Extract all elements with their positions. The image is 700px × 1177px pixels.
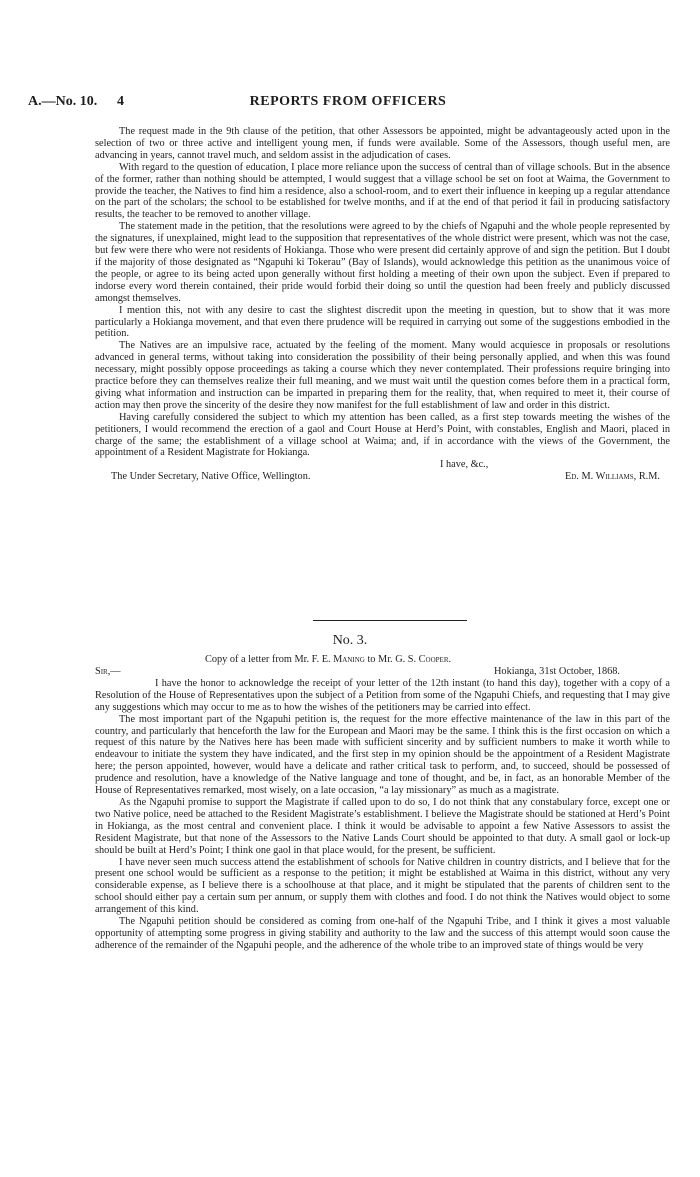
signature: Ed. M. Williams, R.M. (564, 471, 660, 483)
paragraph: The request made in the 9th clause of the petition, that other Assessors be appointed, might be advantageously acted upon in the selection of two or three active and intelligent young men, if funds were available. Some of the Assessors, though useful men, are advancing in years, cannot travel much, and seldom assist in the adjudication of cases. (95, 126, 670, 161)
dateline: Hokianga, 31st October, 1868. (494, 665, 620, 677)
paragraph: I have the honor to acknowledge the receipt of your letter of the 12th instant (to hand this day), together with a copy of a Resolution of the House of Representatives upon the subject of a Petition from some of the Ngapuhi Chiefs, and requesting that I may give any suggestions which may occur to me as to how the wishes of the petitioners may be carried into effect. (95, 677, 670, 713)
paragraph: The most important part of the Ngapuhi petition is, the request for the more effective maintenance of the law in this part of the country, and particularly that henceforth the law for the European and Maori may be the same. I think this is the first occasion on which a request of this nature by the Natives here has been made with sufficient sincerity and by sufficient numbers to make it worth while to endeavour to initiate the system they have indicated, and the first step in my opinion should be the appointment of a Resident Magistrate here; the person appointed, however, would have a delicate and rather critical task to perform, and, to succeed, should be possessed of prudence and resolution, have a knowledge of the Native language and tone of thought, and be, in fact, as an honorable Member of the House of Representatives remarked, most wisely, on a late occasion, “a lay missionary” as much as a magistrate. (95, 713, 670, 797)
document-reference: A.—No. 10. (28, 94, 98, 109)
section-number: No. 3. (332, 633, 368, 648)
closing-text: I have, &c., (440, 459, 489, 471)
paragraph: The Ngapuhi petition should be considered as coming from one-half of the Ngapuhi Tribe, and I think it gives a most valuable opportunity of attempting some progress in giving stability and authority to the law and the success of this attempt would soon cause the adherence of the remainder of the Ngapuhi people, and the adherence of the whole tribe to an improved state of things would be very (95, 916, 670, 951)
running-title: REPORTS FROM OFFICERS (249, 94, 447, 109)
paragraph: I mention this, not with any desire to cast the slightest discredit upon the meeting in question, but to show that it was more particularly a Hokianga movement, and that even there prudence will be required in carrying out some of the suggestions embodied in the petition. (95, 304, 670, 340)
addressee: The Under Secretary, Native Office, Wellington. (111, 471, 311, 483)
page-number: 4 (117, 94, 124, 109)
subtitle-text: to Mr. G. S. (364, 654, 419, 665)
paragraph: Having carefully considered the subject to which my attention has been called, as a first step towards meeting the wishes of the petitioners, I would recommend the erection of a gaol and Court House at Herd’s Point, with constables, English and Maori, placed in charge of the same; the establishment of a village school at Waima; and, if in accordance with the views of the Government, the appointment of a Resident Magistrate for Hokianga. (95, 411, 670, 459)
paragraph: As the Ngapuhi promise to support the Magistrate if called upon to do so, I do not think that any constabulary force, except one or two Native police, need be attached to the Resident Magistrate’s establishment. I believe the Magistrate should be stationed at Herd’s Point in Hokianga, as the most central and convenient place. I think it would be advisable to appoint a few Native Assessors to assist the Resident Magistrate, but that none of the Assessors to the Native Lands Court should be appointed to that duty. A small gaol or lock-up should be built at Herd’s Point; I think one gaol in that place would, for the present, be sufficient. (95, 796, 670, 856)
paragraph: I have never seen much success attend the establishment of schools for Native children in country districts, and I believe that for the present one school would be sufficient as a response to the petition; it might be established at Waima in this district, without any very considerable expense, as I believe there is a schoolhouse at that place, and it might be stipulated that the parents of children sent to the school should either pay a certain sum per annum, or supply them with clothes and food. I do not think the Natives would object to some arrangement of this kind. (95, 856, 670, 916)
paragraph: The Natives are an impulsive race, actuated by the feeling of the moment. Many would acquiesce in proposals or resolutions advanced in general terms, without taking into consideration the possibility of their being personally applied, and when this was found necessary, might possibly oppose proceedings as taking a course which they never contemplated. Their professions require bringing into practice before they can themselves realize their full meaning, and we must wait until the question comes before them in a practical form, giving what information and instruction can be imparted in preparing them for the reality, that, when required to meet it, their course of action may then prove the sincerity of the desire they now manifest for the full establishment of law and order in this district. (95, 340, 670, 411)
section-divider (313, 620, 467, 621)
signature-row (95, 471, 670, 483)
subtitle-text: Copy of a letter from Mr. F. E. (205, 654, 334, 665)
page-header (28, 94, 668, 114)
salutation-row (95, 666, 670, 678)
subtitle-name: Maning (333, 654, 365, 665)
subtitle-name: Cooper (418, 654, 449, 665)
closing-line (95, 459, 670, 471)
letter-subtitle (95, 654, 670, 666)
report-section-2 (95, 654, 670, 952)
report-section-1 (95, 126, 670, 483)
paragraph: The statement made in the petition, that the resolutions were agreed to by the chiefs of Ngapuhi and the whole people represented by the signatures, if unexplained, might lead to the supposition that representatives of the whole district were present, which was not the case, but few were there who were not residents of Hokianga. Those who were present did certainly approve of and sign the petition. But I doubt if the majority of those designated as “Ngapuhi ki Tokerau” (Bay of Islands), would acknowledge this petition as the unanimous voice of the people, or agree to its being acted upon generally without first holding a meeting of their own upon the subject. Even if prepared to indorse every word therein contained, their pride would forbid their doing so until the question had been freely and publicly discussed amongst themselves. (95, 221, 670, 304)
paragraph: With regard to the question of education, I place more reliance upon the success of central than of village schools. But in the absence of the former, rather than nothing should be attempted, I would suggest that a village school be set on foot at Waima, the Government to provide the teacher, the Natives to find him a residence, also a school-room, and to exert their influence in keeping up a regular attendance on the part of the scholars; the school to be established for twelve months, and if at the end of that period it fail in producing satisfactory results, the teacher to be removed to another village. (95, 161, 670, 221)
subtitle-text: . (448, 654, 452, 665)
salutation: Sir,— (95, 665, 121, 677)
